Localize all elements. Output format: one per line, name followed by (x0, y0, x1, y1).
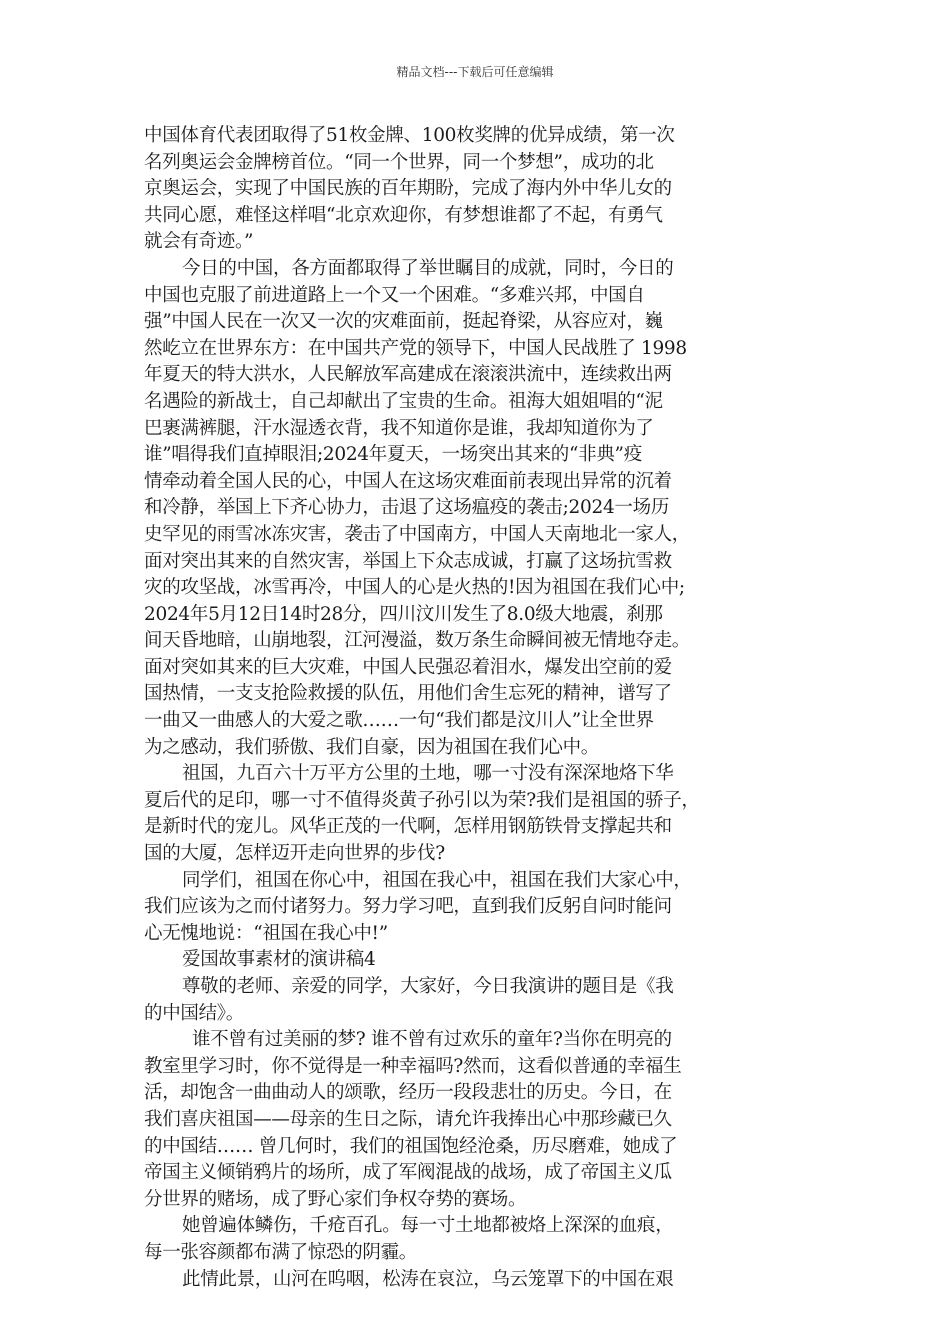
text-line: 同学们，祖国在你心中，祖国在我心中，祖国在我们大家心中， (182, 869, 692, 891)
text-line: 年夏天的特大洪水，人民解放军高建成在滚滚洪流中，连续救出两 (144, 364, 672, 386)
text-line: 今日的中国，各方面都取得了举世瞩目的成就，同时，今日的 (182, 257, 674, 279)
text-line: 一曲又一曲感人的大爱之歌……一句“我们都是汶川人”让全世界 (144, 710, 654, 732)
text-line: 面对突如其来的巨大灾难，中国人民强忍着泪水，爆发出空前的爱 (144, 656, 672, 678)
text-line: 史罕见的雨雪冰冻灾害，袭击了中国南方，中国人天南地北一家人， (144, 523, 691, 545)
text-line: 我们喜庆祖国——母亲的生日之际，请允许我捧出心中那珍藏已久 (144, 1108, 672, 1130)
text-line: 心无愧地说：“祖国在我心中!” (144, 922, 388, 944)
text-line: 面对突出其来的自然灾害，举国上下众志成诚，打赢了这场抗雪救 (144, 550, 672, 572)
text-line: 的中国结…… 曾几何时，我们的祖国饱经沧桑，历尽磨难，她成了 (144, 1135, 678, 1157)
text-line: 国的大厦，怎样迈开走向世界的步伐? (144, 843, 445, 865)
text-line: 活，却饱含一曲曲动人的颂歌，经历一段段悲壮的历史。今日，在 (144, 1082, 672, 1104)
text-line: 谁不曾有过美丽的梦? 谁不曾有过欢乐的童年?当你在明亮的 (192, 1029, 672, 1051)
text-line: 情牵动着全国人民的心，中国人在这场灾难面前表现出异常的沉着 (144, 470, 672, 492)
text-line: 夏后代的足印，哪一寸不值得炎黄子孙引以为荣?我们是祖国的骄子， (144, 789, 700, 811)
text-line: 她曾遍体鳞伤，千疮百孔。每一寸土地都被烙上深深的血痕， (182, 1215, 674, 1237)
text-line: 国热情，一支支抢险救援的队伍，用他们舍生忘死的精神，谱写了 (144, 683, 672, 705)
text-line: 谁”唱得我们直掉眼泪;2024年夏天，一场突出其来的“非典”疫 (144, 444, 642, 466)
page-header: 精品文档---下载后可任意编辑 (396, 65, 554, 79)
text-line: 名列奥运会金牌榜首位。“同一个世界，同一个梦想”，成功的北 (144, 151, 654, 173)
text-line: 共同心愿，难怪这样唱“北京欢迎你，有梦想谁都了不起，有勇气 (144, 204, 663, 226)
text-line: 帝国主义倾销鸦片的场所，成了军阀混战的战场，成了帝国主义瓜 (144, 1162, 672, 1184)
text-line: 中国也克服了前进道路上一个又一个困难。“多难兴邦，中国自 (144, 284, 645, 306)
text-line: 分世界的赌场，成了野心家们争权夺势的赛场。 (144, 1188, 527, 1210)
text-line: 此情此景，山河在呜咽，松涛在哀泣，乌云笼罩下的中国在艰 (182, 1268, 674, 1290)
text-line: 巴裹满裤腿，汗水湿透衣背，我不知道你是谁，我却知道你为了 (144, 417, 654, 439)
text-line: 教室里学习时，你不觉得是一种幸福吗?然而，这看似普通的幸福生 (144, 1055, 682, 1077)
text-line: 名遇险的新战士，自己却献出了宝贵的生命。祖海大姐姐唱的“泥 (144, 390, 663, 412)
text-line: 为之感动，我们骄傲、我们自豪，因为祖国在我们心中。 (144, 736, 600, 758)
text-line: 尊敬的老师、亲爱的同学，大家好，今日我演讲的题目是《我 (182, 976, 674, 997)
text-line: 京奥运会，实现了中国民族的百年期盼，完成了海内外中华儿女的 (144, 178, 672, 200)
text-line: 祖国，九百六十万平方公里的土地，哪一寸没有深深地烙下华 (182, 763, 674, 785)
text-line: 爱国故事素材的演讲稿4 (182, 949, 376, 971)
text-line: 中国体育代表团取得了51枚金牌、100枚奖牌的优异成绩，第一次 (144, 125, 675, 146)
text-line: 2024年5月12日14时28分，四川汶川发生了8.0级大地震，刹那 (144, 603, 663, 625)
text-line: 的中国结》。 (144, 1002, 244, 1024)
text-line: 和冷静，举国上下齐心协力，击退了这场瘟疫的袭击;2024一场历 (144, 497, 670, 519)
text-line: 我们应该为之而付诸努力。努力学习吧，直到我们反躬自问时能问 (144, 896, 672, 918)
text-line: 是新时代的宠儿。风华正茂的一代啊，怎样用钢筋铁骨支撑起共和 (144, 816, 672, 838)
text-line: 灾的攻坚战，冰雪再冷，中国人的心是火热的!因为祖国在我们心中; (144, 577, 685, 599)
text-line: 然屹立在世界东方：在中国共产党的领导下，中国人民战胜了 1998 (144, 337, 687, 359)
text-line: 每一张容颜都布满了惊恐的阴霾。 (144, 1241, 418, 1263)
document-body (144, 123, 806, 1293)
text-line: 就会有奇迹。” (144, 231, 254, 253)
text-line: 强”中国人民在一次又一次的灾难面前，挺起脊梁，从容应对，巍 (144, 311, 663, 333)
text-line: 间天昏地暗，山崩地裂，江河漫溢，数万条生命瞬间被无情地夺走。 (144, 630, 691, 652)
